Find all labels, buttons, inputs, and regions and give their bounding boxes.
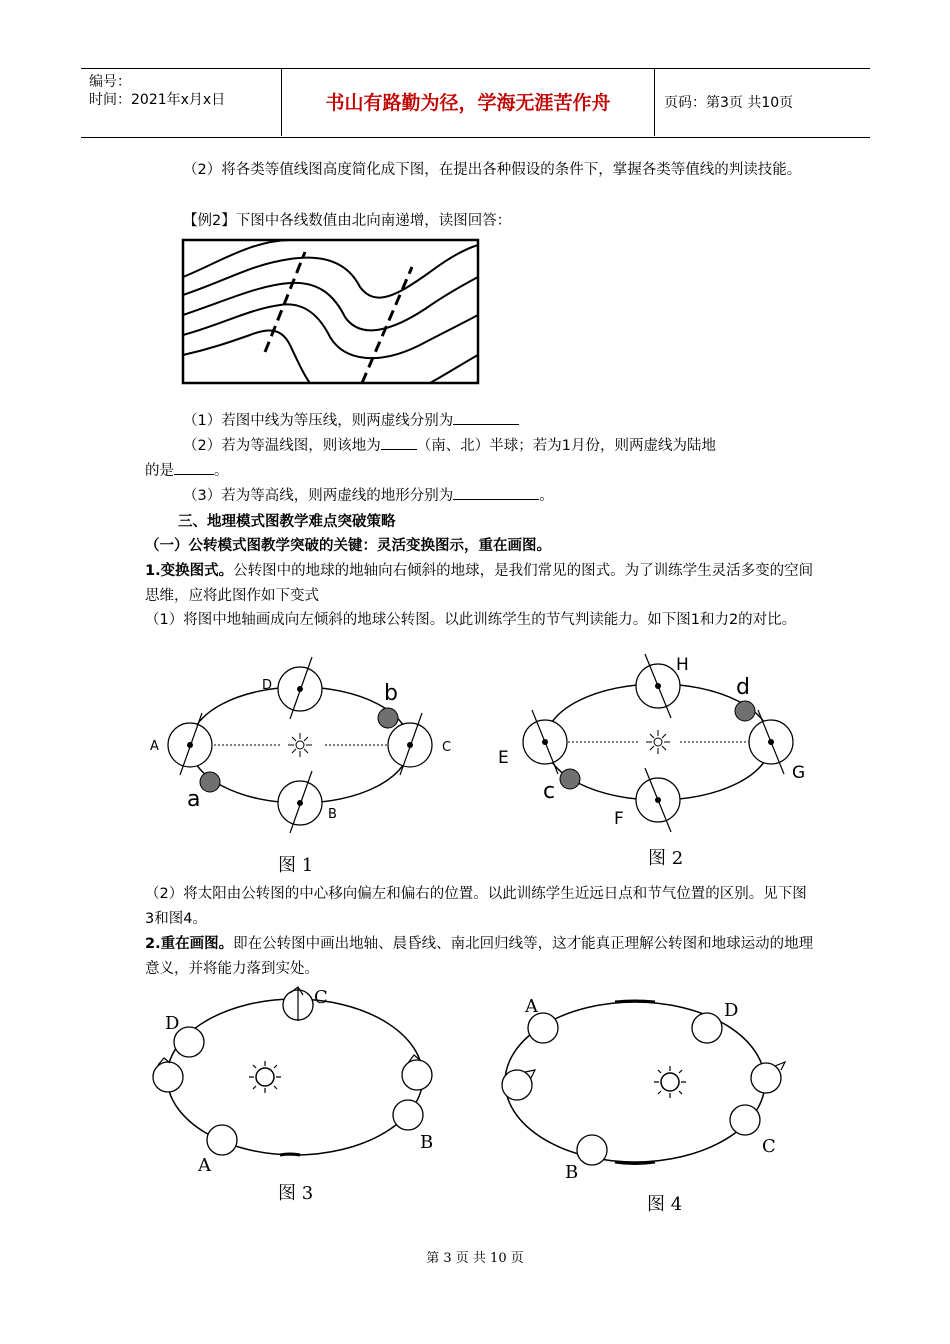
label-a: a bbox=[187, 787, 201, 812]
question-2-text: 。 bbox=[214, 463, 229, 479]
position-a-marker bbox=[200, 772, 220, 792]
question-3 bbox=[145, 484, 815, 509]
label-F: F bbox=[614, 809, 624, 829]
item-1-sub1: （1）将图中地轴画成向左倾斜的地球公转图。以此训练学生的节气判读能力。如下图1和力2的对比。 bbox=[145, 612, 797, 628]
label-C: C bbox=[442, 740, 452, 755]
date-label: 时间：2021年x月x日 bbox=[89, 92, 226, 108]
contour-line bbox=[430, 355, 478, 383]
item-1-title: 1.变换图式。 bbox=[145, 563, 234, 579]
label-B: B bbox=[420, 1132, 434, 1153]
label-C: C bbox=[762, 1136, 776, 1157]
dashed-line-2 bbox=[362, 267, 412, 383]
answer-blank bbox=[174, 460, 214, 475]
label-c: c bbox=[543, 779, 556, 804]
header-divider bbox=[654, 68, 655, 136]
label-D: D bbox=[262, 678, 273, 693]
earth-A bbox=[207, 1125, 237, 1155]
header-divider bbox=[281, 68, 282, 136]
section-heading: 三、地理模式图教学难点突破策略 bbox=[178, 514, 396, 530]
label-D: D bbox=[724, 1000, 739, 1021]
earth-A bbox=[168, 713, 212, 775]
subsection-heading: （一）公转模式图教学突破的关键：灵活变换图示，重在画图。 bbox=[145, 538, 551, 554]
label-E: E bbox=[498, 748, 509, 768]
question-2-text: 的是 bbox=[145, 463, 174, 479]
contour-line bbox=[183, 277, 478, 330]
contour-line bbox=[183, 330, 310, 383]
question-2-cont bbox=[145, 459, 815, 484]
question-2-text: （2）若为等温线图，则该地为 bbox=[183, 438, 381, 454]
label-A: A bbox=[150, 739, 159, 754]
earth-H bbox=[636, 654, 680, 718]
item-2-text: 即在公转图中画出地轴、晨昏线、南北回归线等，这才能真正理解公转图和地球运动的地理意义，并将能力落到实处。 bbox=[145, 936, 814, 977]
figure-1 bbox=[140, 655, 460, 880]
paragraph: （2）将各类等值线图高度简化成下图，在提出各种假设的条件下，掌握各类等值线的判读技能。 bbox=[183, 162, 802, 178]
example-heading: 【例2】下图中各线数值由北向南递增，读图回答： bbox=[183, 213, 512, 229]
earth-left bbox=[502, 1070, 532, 1100]
earth-D bbox=[692, 1013, 722, 1043]
contour-line bbox=[183, 304, 478, 358]
label-d: d bbox=[736, 675, 750, 700]
answer-blank bbox=[453, 410, 519, 425]
figure-1-caption: 图 1 bbox=[278, 855, 314, 876]
item-1 bbox=[145, 559, 815, 609]
orbit-segment bbox=[280, 1154, 300, 1155]
item-2 bbox=[145, 932, 815, 982]
figure-4 bbox=[495, 990, 805, 1220]
figure-4-caption: 图 4 bbox=[647, 1194, 683, 1215]
page-footer: 第 3 页 共 10 页 bbox=[426, 1251, 524, 1266]
question-3-text: （3）若为等高线，则两虚线的地形分别为 bbox=[183, 488, 454, 504]
item-1-sub2: （2）将太阳由公转图的中心移向偏左和偏右的位置。以此训练学生近远日点和节气位置的区别。见下图3和图4。 bbox=[145, 886, 807, 927]
earth-left bbox=[153, 1062, 183, 1092]
orbit-segment bbox=[615, 1162, 655, 1164]
orbit bbox=[167, 999, 423, 1155]
label-C: C bbox=[314, 987, 328, 1008]
item-2-title: 2.重在画图。 bbox=[145, 936, 234, 952]
label-A: A bbox=[198, 1155, 211, 1176]
label-B: B bbox=[565, 1162, 579, 1183]
earth-B bbox=[577, 1135, 607, 1165]
earth-F bbox=[636, 768, 680, 832]
label-G: G bbox=[792, 763, 806, 783]
label-H: H bbox=[676, 655, 689, 675]
contour-line bbox=[183, 240, 290, 277]
label-B: B bbox=[328, 807, 337, 822]
sun-icon bbox=[646, 730, 670, 754]
earth-E bbox=[523, 710, 567, 774]
label-A: A bbox=[525, 996, 538, 1017]
question-2 bbox=[145, 434, 815, 459]
position-b-marker bbox=[378, 708, 398, 728]
earth-right bbox=[402, 1060, 432, 1090]
orbit-segment bbox=[615, 1001, 655, 1002]
figure-3-caption: 图 3 bbox=[278, 1183, 314, 1204]
earth-B bbox=[393, 1100, 423, 1130]
label-b: b bbox=[384, 681, 398, 706]
position-c-marker bbox=[560, 769, 580, 789]
earth-A bbox=[528, 1013, 558, 1043]
serial-label: 编号： bbox=[89, 74, 131, 90]
figure-2 bbox=[490, 650, 810, 875]
earth-right bbox=[751, 1063, 781, 1093]
sun-icon bbox=[654, 1066, 686, 1098]
earth-D bbox=[278, 657, 322, 719]
item-1-text: 公转图中的地球的地轴向右倾斜的地球，是我们常见的图式。为了训练学生灵活多变的空间思维，应将此图作如下变式 bbox=[145, 563, 814, 604]
figure-3 bbox=[140, 985, 450, 1210]
earth-C bbox=[730, 1105, 760, 1135]
contour-map bbox=[180, 237, 482, 385]
answer-blank bbox=[453, 485, 539, 500]
sun-icon bbox=[288, 733, 312, 757]
sun-icon bbox=[249, 1061, 281, 1093]
question-2-text: （南、北）半球；若为1月份，则两虚线为陆地 bbox=[416, 438, 716, 454]
earth-B bbox=[278, 771, 322, 833]
position-d-marker bbox=[735, 701, 755, 721]
page-label: 页码：第3页 共10页 bbox=[664, 95, 794, 111]
question-1-text: （1）若图中线为等压线，则两虚线分别为 bbox=[183, 413, 454, 429]
earth-G bbox=[749, 710, 793, 774]
figure-2-caption: 图 2 bbox=[648, 848, 684, 869]
label-D: D bbox=[165, 1013, 180, 1034]
question-1 bbox=[145, 409, 815, 434]
contour-line bbox=[183, 245, 478, 298]
header-motto: 书山有路勤为径，学海无涯苦作舟 bbox=[325, 92, 611, 114]
answer-blank bbox=[381, 435, 417, 450]
question-3-text: 。 bbox=[539, 488, 554, 504]
